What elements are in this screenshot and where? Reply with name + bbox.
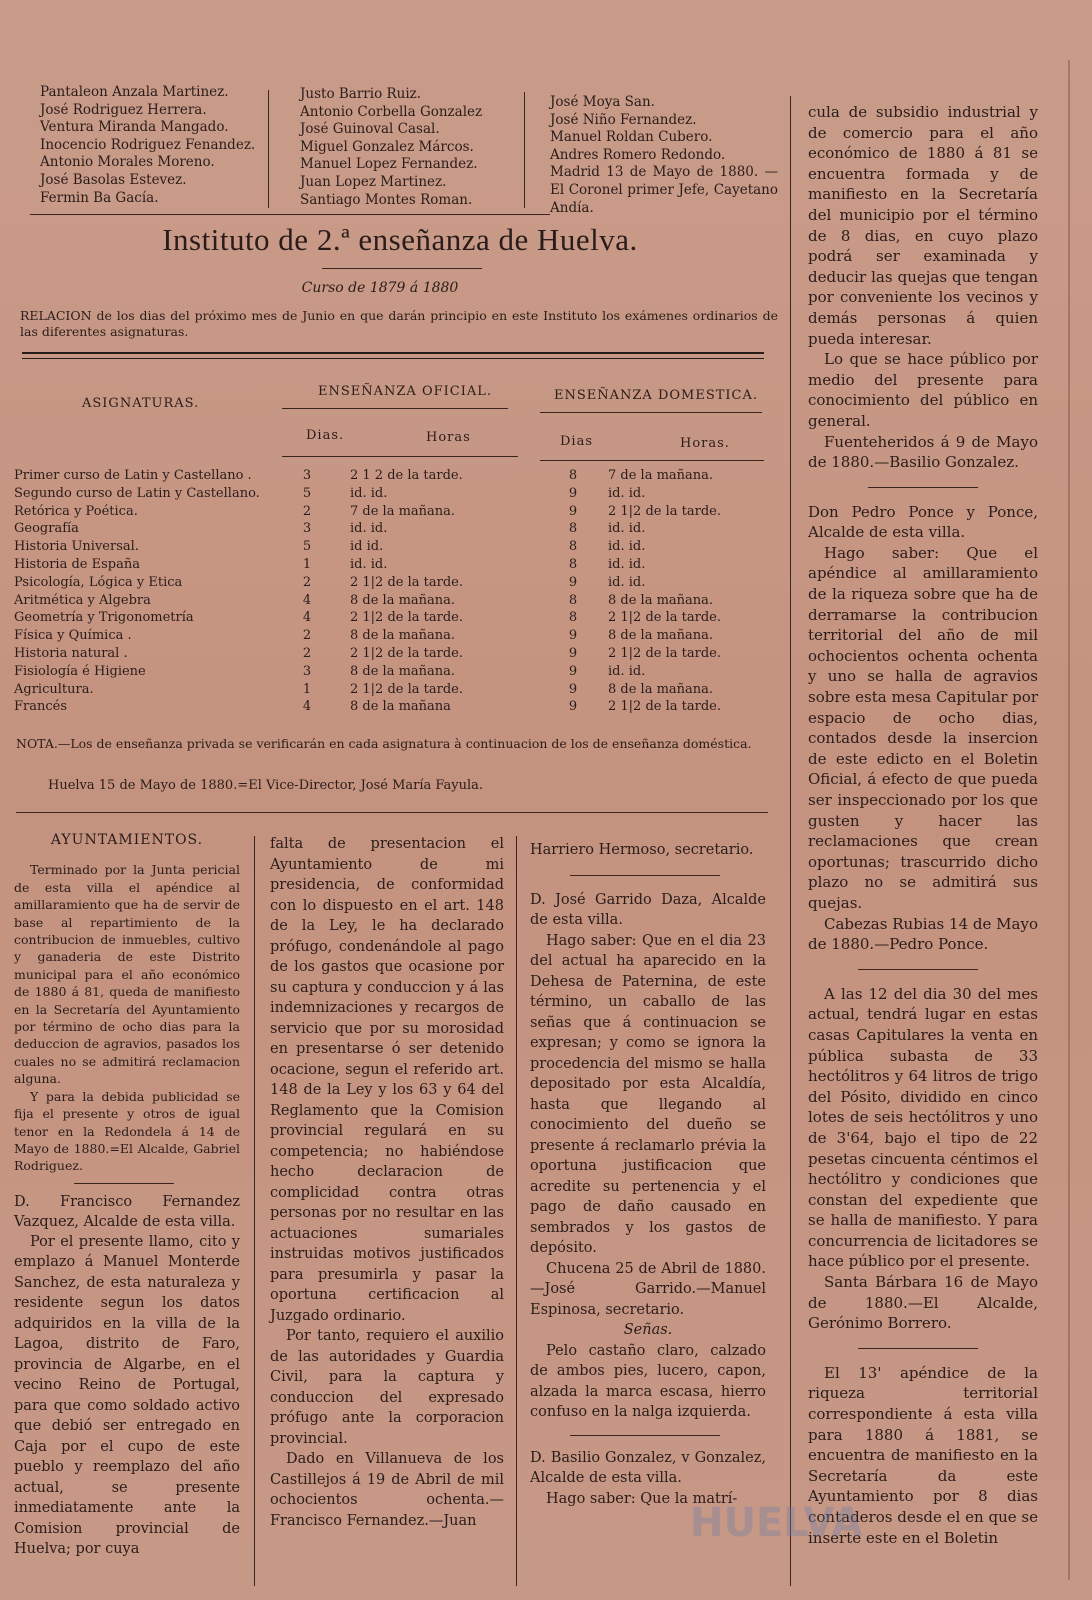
header-horas-domestica: Horas. [680,436,730,451]
notice-rule [858,1348,978,1349]
library-stamp: HUELVA [690,1500,863,1546]
notice-rule [858,969,978,970]
horas-cell: 2 1|2 de la tarde. [350,574,463,590]
table-row [14,610,778,628]
name-line: José Basolas Estevez. [40,171,187,188]
header-rule [540,412,762,413]
dias-cell: 5 [302,539,312,555]
horas-domestica-cell: 8 de la mañana. [608,592,714,608]
instituto-signature: Huelva 15 de Mayo de 1880.=El Vice-Director, José María Fayula. [48,778,484,793]
dias-domestica-cell: 9 [568,699,578,715]
double-rule [22,352,764,359]
dias-domestica-cell: 8 [568,592,578,608]
section-rule [30,214,550,215]
dias-domestica-cell: 9 [568,663,578,679]
name-line: Inocencio Rodriguez Fenandez. [40,136,256,153]
horas-domestica-cell: 8 de la mañana. [608,628,714,644]
notice-paragraph: Por tanto, requiero el auxilio de las autoridades y Guardia Civil, para la captura y conduccion del expresado prófugo ante la corporacion provincial. [270,1328,504,1447]
horas-domestica-cell: id. id. [608,663,646,679]
table-row [14,575,778,593]
table-row [14,504,778,522]
notice-paragraph: Hago saber: Que en el dia 23 del actual ha aparecido en la Dehesa de Paternina, de este término, un caballo de las señas que á continuacion se expresan; y como se ignora la procedencia del mismo se halla depositado por esta Alcaldía, hasta que llegando al conocimiento del dueño se presente á reclamarlo prévia la oportuna justificacion que acredite su pertenencia y el pago de daño causado en sembrados y los gastos de depósito. [530,932,766,1256]
subject-cell: Aritmética y Algebra [14,592,151,608]
notice-paragraph: Hago saber: Que la matrí- [546,1490,738,1507]
table-row [14,628,778,646]
header-rule [282,408,508,409]
horas-domestica-cell: id. id. [608,574,646,590]
table-row [14,593,778,611]
table-row [14,646,778,664]
table-row [14,682,778,700]
dias-cell: 2 [302,574,312,590]
notice-heading: D. José Garrido Daza, Alcalde de esta villa. [530,891,766,928]
name-line: Juan Lopez Martinez. [300,173,447,190]
section-rule [16,812,768,813]
horas-cell: 8 de la mañana. [350,663,456,679]
notice-rule [570,1435,720,1436]
dias-domestica-cell: 9 [568,574,578,590]
subject-cell: Historia Universal. [14,539,139,555]
header-ensenanza-oficial: ENSEÑANZA OFICIAL. [318,384,492,399]
subject-cell: Geografía [14,521,79,537]
notice-paragraph: Hago saber: Que el apéndice al amillaramiento de la riqueza sobre que ha de derramarse la contribucion territorial del año de mil ochocientos ochenta ochenta y uno se halla de agravios sobre esta mesa Capitular por espacio de ocho dias, contados desde la insercion de este edicto en el Boletin Oficial, á efecto de que pueda ser inspeccionado por los que gusten y hacer las reclamaciones que crean oportunas; trascurrido dicho plazo no se admitirá sus quejas. [808,543,1038,912]
notice-paragraph: A las 12 del dia 30 del mes actual, tendrá lugar en estas casas Capitulares la venta en pública subasta de 33 hectólitros y 64 litros de trigo del Pósito, dividido en cinco lotes de seis hectólitros y uno de 3'64, bajo el tipo de 22 pesetas cincuenta céntimos el hectólitro y condiciones que constan del expediente que se halla de manifiesto. Y para concurrencia de licitadores se hace público por el presente. [808,984,1038,1271]
dias-cell: 1 [302,556,312,572]
horas-cell: 2 1|2 de la tarde. [350,681,463,697]
notice-paragraph: Y para la debida publicidad se fija el presente y otros de igual tenor en la Redondela á 14 de Mayo de 1880.=El Alcalde, Gabriel Rodriguez. [14,1088,240,1174]
subject-cell: Geometría y Trigonometría [14,610,194,626]
subject-cell: Agricultura. [14,681,94,697]
dias-cell: 4 [302,699,312,715]
dias-domestica-cell: 9 [568,628,578,644]
horas-domestica-cell: 8 de la mañana. [608,681,714,697]
notice-rule [570,875,720,876]
notice-rule [868,487,978,488]
dias-domestica-cell: 9 [568,645,578,661]
horas-domestica-cell: id. id. [608,521,646,537]
senas-heading: Señas. [623,1322,673,1338]
page-title: Instituto de 2.ª enseñanza de Huelva. [162,222,638,257]
notice-heading: D. Basilio Gonzalez, v Gonzalez, Alcalde de esta villa. [530,1449,766,1486]
horas-domestica-cell: id. id. [608,556,646,572]
column-divider [268,90,269,208]
section-heading: AYUNTAMIENTOS. [50,832,204,848]
ayuntamientos-column-a [14,832,240,1560]
dias-domestica-cell: 8 [568,468,578,483]
notice-signature: Dado en Villanueva de los Castillejos á 19 de Abril de mil ochocientos ochenta.—Francisco Fernandez.—Juan [270,1451,504,1529]
name-line: José Niño Fernandez. [550,111,697,128]
table-row [14,557,778,575]
horas-cell: 2 1 2 de la tarde. [350,468,463,483]
dias-domestica-cell: 9 [568,681,578,697]
relacion-text: RELACION de los dias del próximo mes de Junio en que darán principio en este Instituto los exámenes ordinarios de las diferentes asignaturas. [20,308,778,339]
header-horas: Horas [426,430,471,445]
horas-cell: id. id. [350,521,388,537]
course-subtitle: Curso de 1879 á 1880 [301,280,459,296]
names-column-3 [550,94,778,217]
dias-domestica-cell: 8 [568,556,578,572]
notice-signature: Santa Bárbara 16 de Mayo de 1880.—El Alcalde, Gerónimo Borrero. [808,1273,1038,1333]
horas-cell: id id. [350,539,384,555]
dias-domestica-cell: 9 [568,503,578,519]
name-line: Ventura Miranda Mangado. [40,119,229,136]
column-divider [790,96,791,1586]
horas-cell: 2 1|2 de la tarde. [350,610,463,626]
dias-cell: 3 [302,468,312,483]
ayuntamientos-column-b [270,834,504,1531]
header-ensenanza-domestica: ENSEÑANZA DOMESTICA. [554,388,759,403]
page-edge-shadow [1068,60,1070,1580]
name-line: Andres Romero Redondo. [550,146,726,163]
name-line: Santiago Montes Roman. [300,191,473,208]
subject-cell: Física y Química . [14,628,132,644]
horas-cell: 8 de la mañana [350,699,451,715]
dias-domestica-cell: 8 [568,521,578,537]
notice-paragraph: Por el presente llamo, cito y emplazo á Manuel Monterde Sanchez, de esta naturaleza y residente segun los datos adquiridos en la villa de la Lagoa, distrito de Faro, provincia de Algarbe, en el vecino Reino de Portugal, para que como soldado activo que debió ser entregado en Caja por el cupo de este pueblo y reemplazo del año actual, se presente inmediatamente ante la Comision provincial de Huelva; por cuya [14,1233,240,1558]
name-line: José Guinoval Casal. [300,121,440,138]
name-line: Pantaleon Anzala Martinez. [40,84,229,100]
column-divider [524,92,525,208]
notice-signature: Harriero Hermoso, secretario. [530,842,754,858]
name-line: Antonio Morales Moreno. [40,154,215,171]
header-asignaturas: ASIGNATURAS. [82,396,200,411]
notice-signature: Cabezas Rubias 14 de Mayo de 1880.—Pedro Ponce. [808,914,1038,954]
right-column [808,102,1038,1548]
name-line: Justo Barrio Ruiz. [300,86,422,102]
table-row [14,664,778,682]
nota-text: NOTA.—Los de enseñanza privada se verificarán en cada asignatura à continuacion de los de enseñanza doméstica. [16,736,752,751]
subject-cell: Francés [14,699,68,715]
ayuntamientos-column-c [530,840,766,1509]
header-dias-domestica: Dias [560,434,594,449]
dias-domestica-cell: 9 [568,485,578,501]
notice-paragraph: cula de subsidio industrial y de comercio para el año económico de 1880 á 81 se encuentra formada y de manifiesto en la Secretaría del municipio por el término de 8 dias, en cuyo plazo podrá ser examinada y deducir las quejas que tengan por conveniente los vecinos y demás personas á quien pueda interesar. [808,103,1038,348]
name-line: José Moya San. [550,94,655,110]
horas-domestica-cell: id. id. [608,539,646,555]
notice-heading: D. Francisco Fernandez Vazquez, Alcalde de esta villa. [14,1193,240,1230]
table-row [14,468,778,486]
notice-paragraph: El 13' apéndice de la riqueza territorial correspondiente á esta villa para 1880 á 1881, se encuentra de manifiesto en la Secretaría da este Ayuntamiento por 8 dias contaderos desde el en que se inserte este en el Boletin [808,1363,1038,1547]
subject-cell: Fisiología é Higiene [14,663,146,679]
notice-rule [74,1183,174,1184]
horas-domestica-cell: 2 1|2 de la tarde. [608,699,721,715]
header-rule [282,456,518,457]
table-row [14,699,778,717]
subject-cell: Historia natural . [14,645,128,661]
table-row [14,539,778,557]
name-line: Manuel Roldan Cubero. [550,129,713,146]
dias-domestica-cell: 8 [568,539,578,555]
dias-cell: 5 [302,485,312,501]
subject-cell: Segundo curso de Latin y Castellano. [14,485,260,501]
subject-cell: Historia de España [14,556,140,572]
dias-cell: 3 [302,521,312,537]
title-ornament [322,268,482,269]
notice-signature: Fuenteheridos á 9 de Mayo de 1880.—Basilio Gonzalez. [808,432,1038,472]
name-line: Manuel Lopez Fernandez. [300,156,478,173]
horas-domestica-cell: 2 1|2 de la tarde. [608,610,721,626]
names-column-1 [40,84,260,207]
horas-domestica-cell: 2 1|2 de la tarde. [608,645,721,661]
dias-domestica-cell: 8 [568,610,578,626]
horas-domestica-cell: 2 1|2 de la tarde. [608,503,721,519]
subject-cell: Primer curso de Latin y Castellano . [14,468,252,483]
header-dias: Dias. [306,428,345,443]
header-rule [540,460,764,461]
dias-cell: 4 [302,610,312,626]
subject-cell: Psicología, Lógica y Etica [14,574,183,590]
subject-cell: Retórica y Poética. [14,503,138,519]
name-line: Fermin Ba Gacía. [40,189,159,206]
notice-paragraph: Lo que se hace público por medio del presente para conocimiento del público en general. [808,350,1038,430]
notice-paragraph: Pelo castaño claro, calzado de ambos pies, lucero, capon, alzada la marca escasa, hierro confuso en la nalga izquierda. [530,1342,766,1420]
horas-domestica-cell: id. id. [608,485,646,501]
horas-cell: 8 de la mañana. [350,592,456,608]
name-line: Antonio Corbella Gonzalez [300,103,483,120]
dias-cell: 2 [302,628,312,644]
horas-cell: 8 de la mañana. [350,628,456,644]
horas-domestica-cell: 7 de la mañana. [608,468,714,483]
table-row [14,521,778,539]
horas-cell: 7 de la mañana. [350,503,456,519]
table-row [14,486,778,504]
column-divider [516,836,517,1586]
dias-cell: 4 [302,592,312,608]
dias-cell: 2 [302,645,312,661]
dias-cell: 3 [302,663,312,679]
horas-cell: 2 1|2 de la tarde. [350,645,463,661]
notice-heading: Don Pedro Ponce y Ponce, Alcalde de esta villa. [808,502,1038,542]
horas-cell: id. id. [350,485,388,501]
name-line: José Rodriguez Herrera. [40,101,207,118]
dias-cell: 1 [302,681,312,697]
notice-signature: Chucena 25 de Abril de 1880.—José Garrido.—Manuel Espinosa, secretario. [530,1260,766,1318]
horas-cell: id. id. [350,556,388,572]
column-divider [254,836,255,1586]
notice-paragraph: Terminado por la Junta pericial de esta villa el apéndice al amillaramiento que ha de servir de base al repartimiento de la contribucion de inmuebles, cultivo y ganaderia de este Distrito municipal para el año económico de 1880 á 81, queda de manifiesto en la Secretaría del Ayuntamiento por término de ocho dias para la deduccion de agravios, pasados los cuales no se admitirá reclamacion alguna. [14,862,240,1087]
exam-schedule-table [14,468,778,717]
notice-paragraph: falta de presentacion el Ayuntamiento de mi presidencia, de conformidad con lo dispuesto en el art. 148 de la Ley, le ha declarado prófugo, condenándole al pago de los gastos que ocasione por su captura y conduccion y á las indemnizaciones y recargos de servicio que por su morosidad en presentarse ó ser detenido ocacione, segun el referido art. 148 de la Ley y los 63 y 64 del Reglamento que la Comision provincial regulará en su competencia; no habiéndose hecho declaracion de complicidad contra otras personas por no resultar en las actuaciones sumariales instruidas motivos justificados para presumirla y pasar la oportuna certificacion al Juzgado ordinario. [270,836,504,1324]
dias-cell: 2 [302,503,312,519]
closing-signature: Madrid 13 de Mayo de 1880. —El Coronel primer Jefe, Cayetano Andía. [550,164,778,216]
names-column-2 [300,86,510,209]
name-line: Miguel Gonzalez Márcos. [300,138,474,155]
